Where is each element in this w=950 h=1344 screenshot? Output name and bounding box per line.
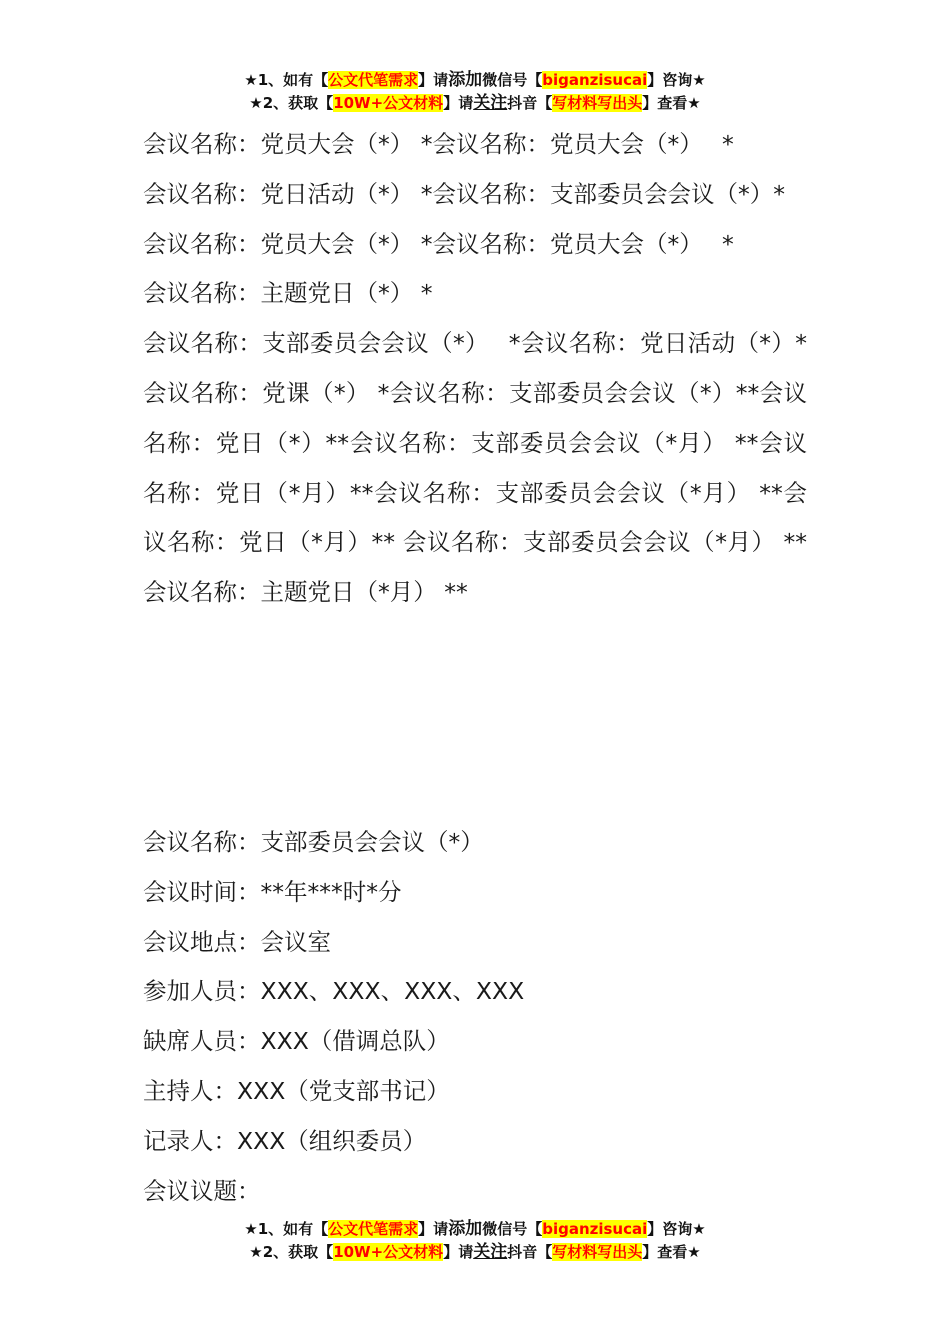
promo-line-2	[0, 92, 950, 115]
promo-line-2-prefix: ★2、获取【	[249, 94, 334, 112]
promo-line-1-prefix: ★1、如有【	[244, 1220, 329, 1238]
promo-line-1-mid: 】请	[418, 71, 449, 89]
promo-line-2-mid: 】请	[443, 94, 474, 112]
promo-douyin-id: 写材料写出头	[552, 94, 643, 112]
promo-follow-word: 关注	[473, 93, 508, 113]
promo-line-2-suffix: 】查看★	[642, 94, 701, 112]
absentees-field: 缺席人员：XXX（借调总队）	[143, 1027, 450, 1056]
promo-add-word: 添加	[448, 70, 483, 90]
header-promo-banner	[0, 69, 950, 115]
promo-line-1-suffix: 】咨询★	[647, 1220, 706, 1238]
promo-line-1-mid2: 微信号【	[482, 1220, 543, 1238]
meeting-name-field: 会议名称：支部委员会会议（*）	[143, 828, 484, 856]
promo-line-2-mid2: 抖音【	[507, 1243, 553, 1261]
promo-add-word: 添加	[448, 1219, 483, 1239]
promo-line-1	[0, 69, 950, 92]
promo-line-2-prefix: ★2、获取【	[249, 1243, 334, 1261]
host-field: 主持人：XXX（党支部书记）	[143, 1076, 450, 1105]
recorder-field: 记录人：XXX（组织委员）	[143, 1126, 427, 1155]
meeting-place-field: 会议地点：会议室	[143, 927, 331, 956]
meeting-list-paragraph: 会议名称：党员大会（*） *会议名称：党员大会（*） *	[143, 229, 734, 258]
footer-promo-banner	[0, 1218, 950, 1264]
promo-line-1-prefix: ★1、如有【	[244, 71, 329, 89]
promo-line-2-suffix: 】查看★	[642, 1243, 701, 1261]
promo-line-1	[0, 1218, 950, 1241]
meeting-list-paragraph: 会议名称：党员大会（*） *会议名称：党员大会（*） *	[143, 130, 734, 158]
promo-line-2	[0, 1241, 950, 1264]
meeting-minutes-header	[143, 818, 807, 1216]
promo-douyin-id: 写材料写出头	[552, 1243, 643, 1261]
promo-wechat-id: biganzisucai	[542, 71, 648, 89]
promo-line-1-mid2: 微信号【	[482, 71, 543, 89]
promo-line-1-suffix: 】咨询★	[647, 71, 706, 89]
promo-follow-word: 关注	[473, 1242, 508, 1262]
promo-line-1-mid: 】请	[418, 1220, 449, 1238]
promo-service-highlight: 公文代笔需求	[328, 71, 419, 89]
promo-line-2-mid2: 抖音【	[507, 94, 553, 112]
attendees-field: 参加人员：XXX、XXX、XXX、XXX	[143, 977, 525, 1006]
promo-wechat-id: biganzisucai	[542, 1220, 648, 1238]
meeting-list-paragraph: 会议名称：党日活动（*） *会议名称：支部委员会会议（*）*	[143, 179, 785, 208]
promo-line-2-mid: 】请	[443, 1243, 474, 1261]
meeting-time-field: 会议时间：**年***时*分	[143, 877, 402, 906]
topics-field: 会议议题：	[143, 1176, 261, 1205]
promo-service-highlight: 公文代笔需求	[328, 1220, 419, 1238]
meeting-list-block	[143, 120, 807, 618]
meeting-list-paragraph: 会议名称：主题党日（*） *	[143, 279, 433, 308]
promo-materials-highlight: 10W+公文材料	[333, 1243, 444, 1261]
meeting-list-paragraph: 会议名称：支部委员会会议（*） *会议名称：党日活动（*）*会议名称：党课（*） *会议名称：支部委员会会议（*）**会议名称：党日（*）**会议名称：支部委员会会议（*月） **会议名称：党日（*月）**会议名称：支部委员会会议（*月） **会议名称：党日（*月）** 会议名称：支部委员会会议（*月） **会议名称：主题党日（*月） **	[143, 329, 807, 607]
promo-materials-highlight: 10W+公文材料	[333, 94, 444, 112]
